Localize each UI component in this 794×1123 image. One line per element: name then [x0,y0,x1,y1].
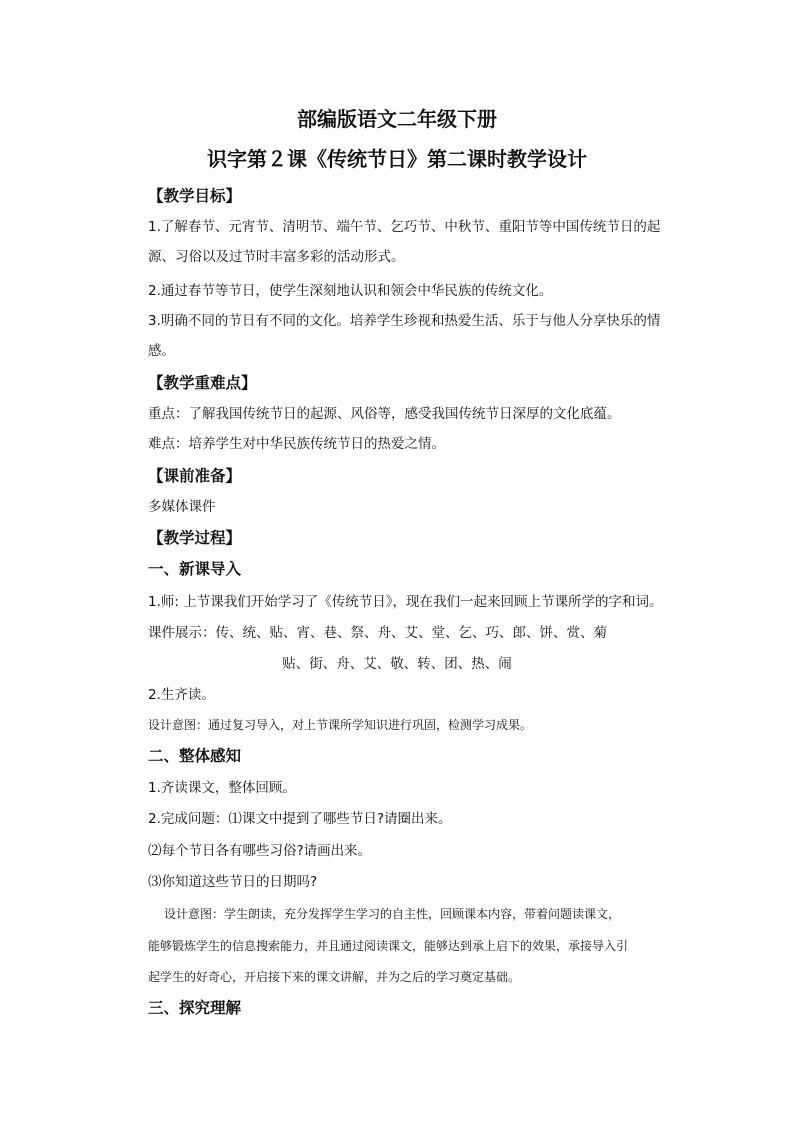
part2-paragraph-3: ⑵每个节日各有哪些习俗?请画出来。 [148,843,372,859]
part3-heading: 三、探究理解 [148,999,242,1017]
doc-title: 部编版语文二年级下册 [297,107,497,131]
goal-3-line1: 3.明确不同的节日有不同的文化。培养学生珍视和热爱生活、乐于与他人分享快乐的情 [148,313,661,329]
part1-paragraph-3: 贴、街、舟、艾、敬、转、团、热、闹 [282,656,512,672]
goal-1-line1: 1.了解春节、元宵节、清明节、端午节、乞巧节、中秋节、重阳节等中国传统节日的起 [148,219,661,235]
part1-paragraph-2: 课件展示：传、统、贴、宵、巷、祭、舟、艾、堂、乞、巧、郎、饼、赏、菊 [148,625,607,641]
part1-paragraph-1: 1.师: 上节课我们开始学习了《传统节日》，现在我们一起来回顾上节课所学的字和词。 [148,594,663,610]
goal-2: 2.通过春节等节日，使学生深刻地认识和领会中华民族的传统文化。 [148,283,553,299]
part2-paragraph-4: ⑶你知道这些节日的日期吗? [148,874,318,890]
part1-design-note: 设计意图：通过复习导入，对上节课所学知识进行巩固，检测学习成果。 [148,718,533,732]
part2-design-note-line1: 设计意图：学生朗读，充分发挥学生学习的自主性，回顾课本内容，带着问题读课文， [164,907,621,921]
prep-text: 多媒体课件 [148,499,216,515]
part2-paragraph-2: 2.完成问题：⑴课文中提到了哪些节日?请圈出来。 [148,811,452,827]
key-point: 重点：了解我国传统节日的起源、风俗等，感受我国传统节日深厚的文化底蕴。 [148,406,621,422]
section-heading-process: 【教学过程】 [148,529,242,547]
part2-design-note-line3: 起学生的好奇心，开启接下来的课文讲解，并为之后的学习奠定基础。 [148,970,521,984]
section-heading-prep: 【课前准备】 [148,467,242,485]
goal-3-line2: 感。 [148,343,175,359]
part1-heading: 一、新课导入 [148,560,242,578]
section-heading-goals: 【教学目标】 [148,187,242,205]
difficult-point: 难点：培养学生对中华民族传统节日的热爱之情。 [148,436,445,452]
part2-design-note-line2: 能够锻炼学生的信息搜索能力，并且通过阅读课文，能够达到承上启下的效果，承接导入引 [148,939,629,953]
part2-paragraph-1: 1.齐读课文，整体回顾。 [148,780,296,796]
part2-heading: 二、整体感知 [148,747,242,765]
part1-paragraph-4: 2.生齐读。 [148,687,215,703]
doc-subtitle: 识字第２课《传统节日》第二课时教学设计 [207,147,587,171]
section-heading-key: 【教学重难点】 [148,374,257,392]
goal-1-line2: 源、习俗以及过节时丰富多彩的活动形式。 [148,249,405,265]
